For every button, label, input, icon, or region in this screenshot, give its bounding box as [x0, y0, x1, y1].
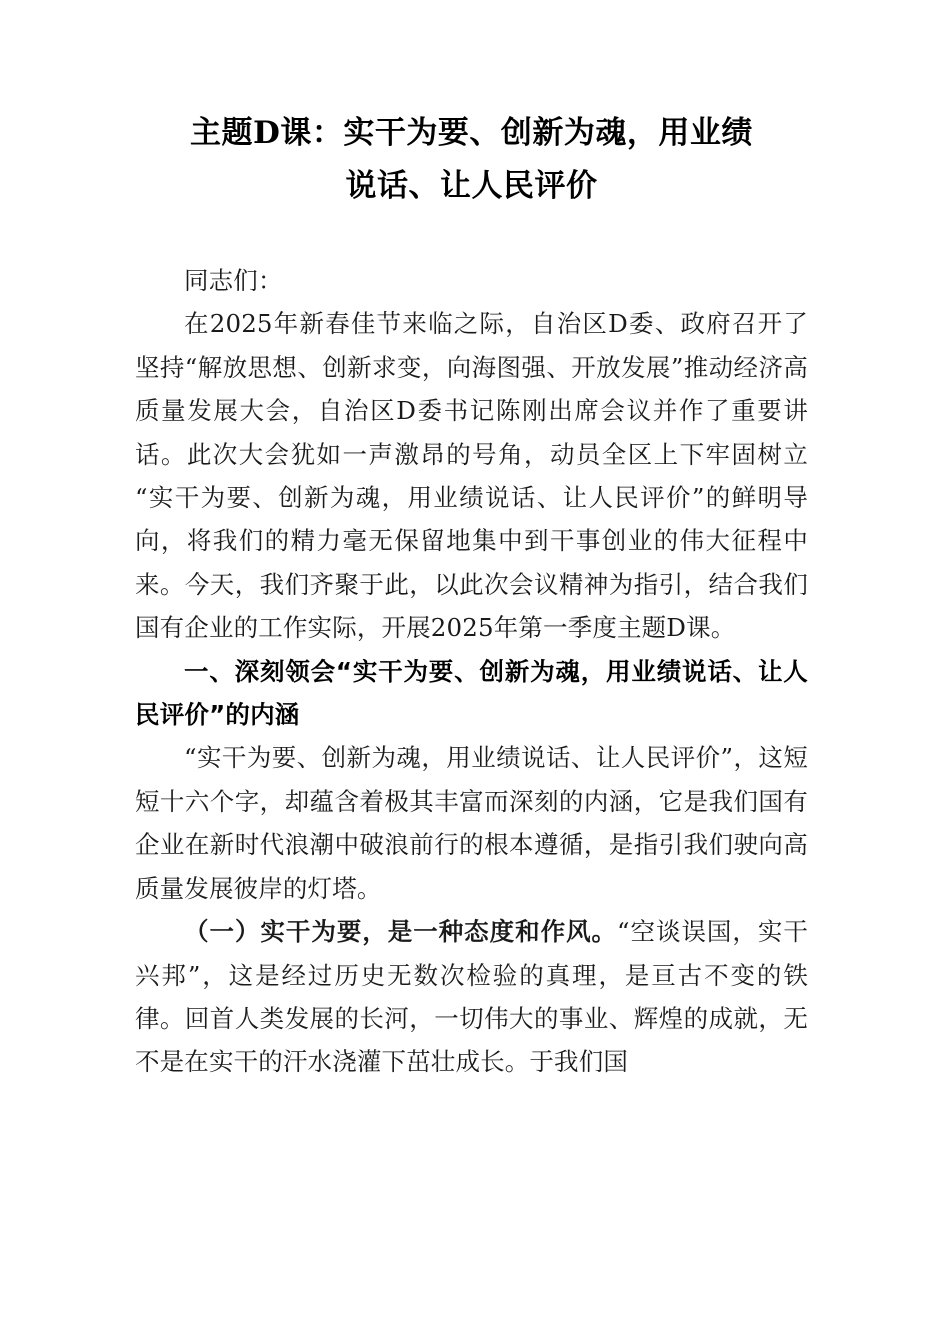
paragraph-connotation: “实干为要、创新为魂，用业绩说话、让人民评价”，这短短十六个字，却蕴含着极其丰富而深刻的内涵，它是我们国有企业在新时代浪潮中破浪前行的根本遵循，是指引我们驶向高质量发展彼岸的灯塔。: [135, 743, 808, 903]
document-content: [135, 0, 808, 1234]
page-bottom-whitespace: [135, 1084, 808, 1234]
subsection-1-body: “空谈误国，实干兴邦”，这是经过历史无数次检验的真理，是亘古不变的铁律。回首人类发展的长河，一切伟大的事业、辉煌的成就，无不是在实干的汗水浇灌下茁壮成长。于我们国: [135, 917, 808, 1077]
subsection-1-lead: （一）实干为要，是一种态度和作风。: [184, 917, 618, 947]
page-title: [135, 0, 808, 213]
section-heading-1: 一、深刻领会“实干为要、创新为魂，用业绩说话、让人民评价”的内涵: [135, 656, 808, 730]
page-title-line-1: 主题D课：实干为要、创新为魂，用业绩: [190, 115, 753, 151]
page-title-line-2: 说话、让人民评价: [345, 168, 598, 204]
salutation: 同志们：: [184, 266, 283, 295]
paragraph-opening: 在2025年新春佳节来临之际，自治区D委、政府召开了坚持“解放思想、创新求变，向海图强、开放发展”推动经济高质量发展大会，自治区D委书记陈刚出席会议并作了重要讲话。此次大会犹如一声激昂的号角，动员全区上下牢固树立“实干为要、创新为魂，用业绩说话、让人民评价”的鲜明导向，将我们的精力毫无保留地集中到干事创业的伟大征程中来。今天，我们齐聚于此，以此次会议精神为指引，结合我们国有企业的工作实际，开展2025年第一季度主题D课。: [135, 309, 808, 643]
subsection-1-paragraph: [135, 910, 808, 1084]
